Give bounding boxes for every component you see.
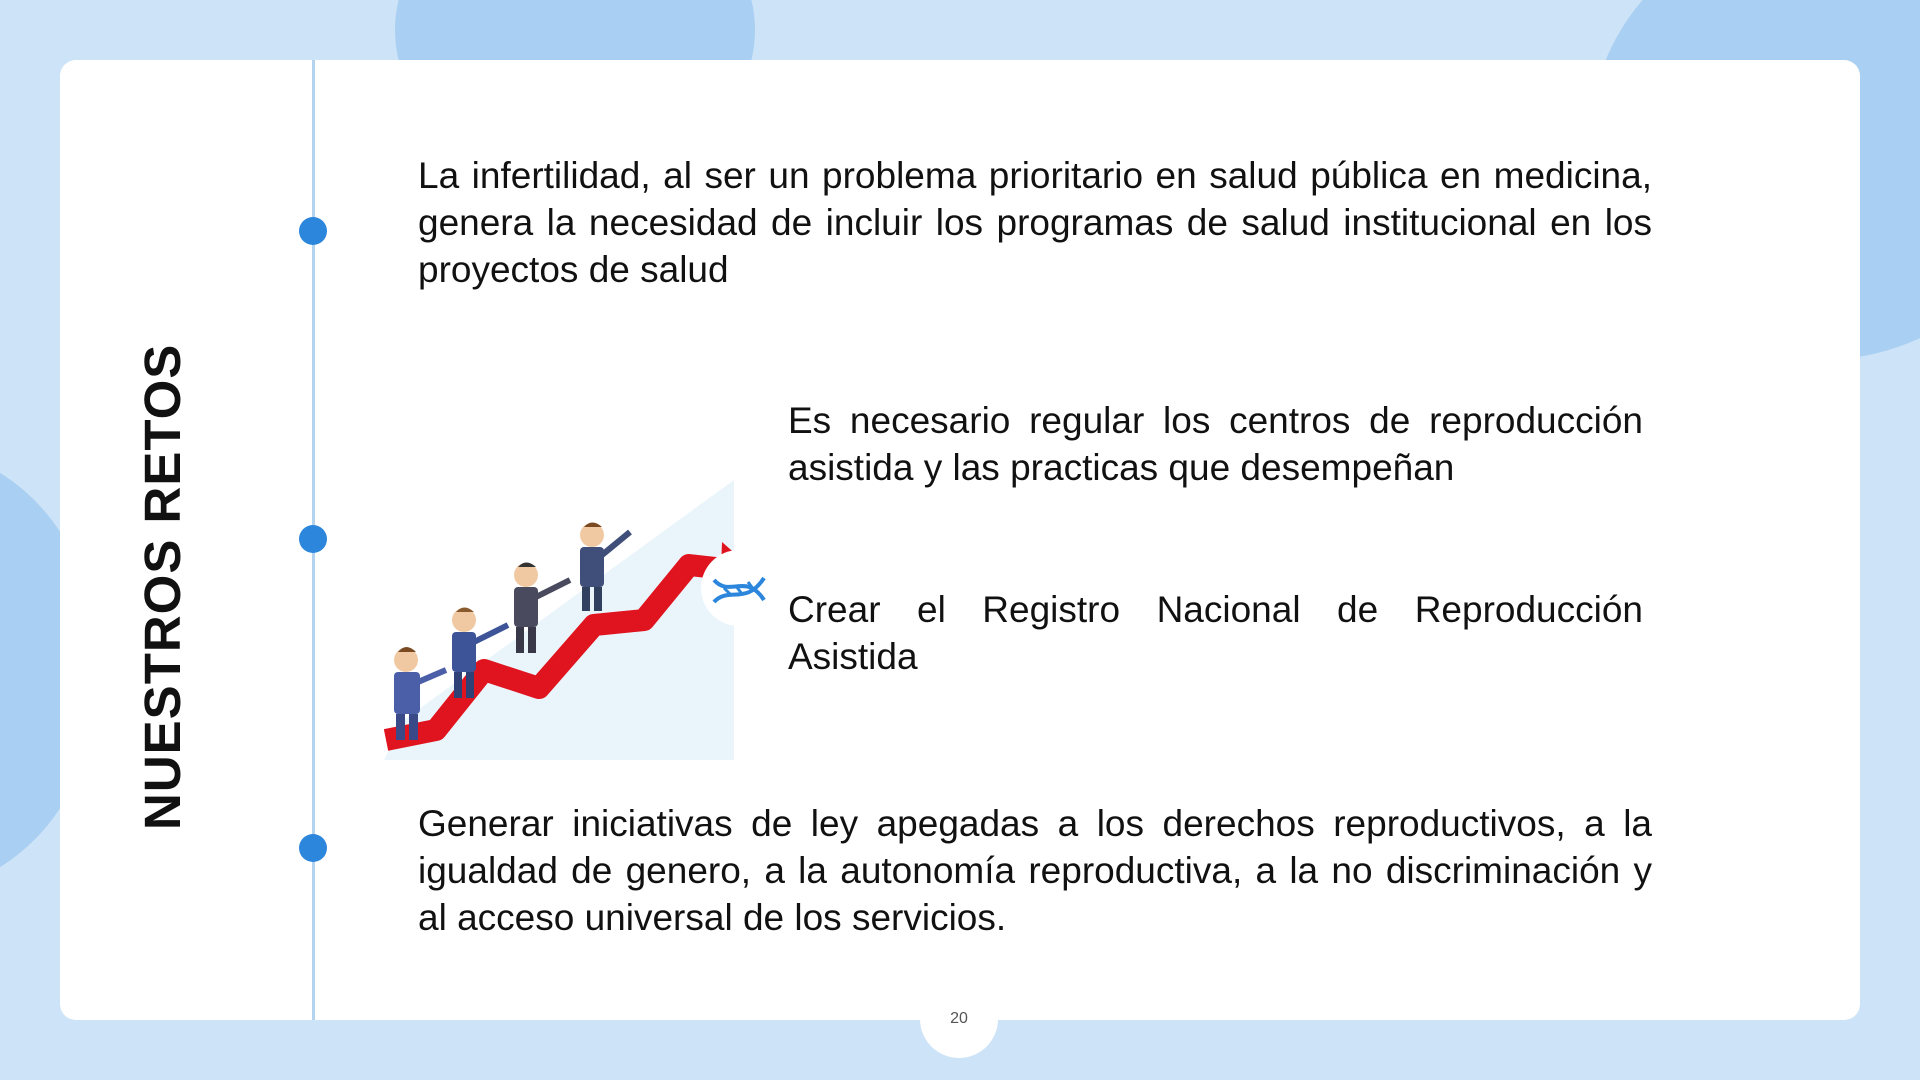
timeline-item-2-text: Es necesario regular los centros de reproducción asistida y las practicas que desempeñan	[788, 400, 1643, 488]
slide-card	[60, 60, 1860, 1020]
timeline-item-1-text: La infertilidad, al ser un problema prioritario en salud pública en medicina, genera la necesidad de incluir los programas de salud institucional en los proyectos de salud	[418, 155, 1652, 290]
timeline-item-3-text: Generar iniciativas de ley apegadas a los derechos reproductivos, a la igualdad de genero, a la autonomía reproductiva, a la no discriminación y al acceso universal de los servicios.	[418, 803, 1652, 938]
slide-title: NUESTROS RETOS	[134, 343, 191, 830]
timeline-item-2-subtext: Crear el Registro Nacional de Reproducción Asistida	[788, 589, 1643, 677]
page-number: 20	[950, 1010, 968, 1027]
page-number-badge	[920, 980, 998, 1058]
timeline-dot-2	[299, 525, 327, 553]
climbing-growth-illustration	[384, 420, 824, 760]
dna-icon	[701, 550, 777, 626]
timeline-dot-1	[299, 217, 327, 245]
timeline-dot-3	[299, 834, 327, 862]
